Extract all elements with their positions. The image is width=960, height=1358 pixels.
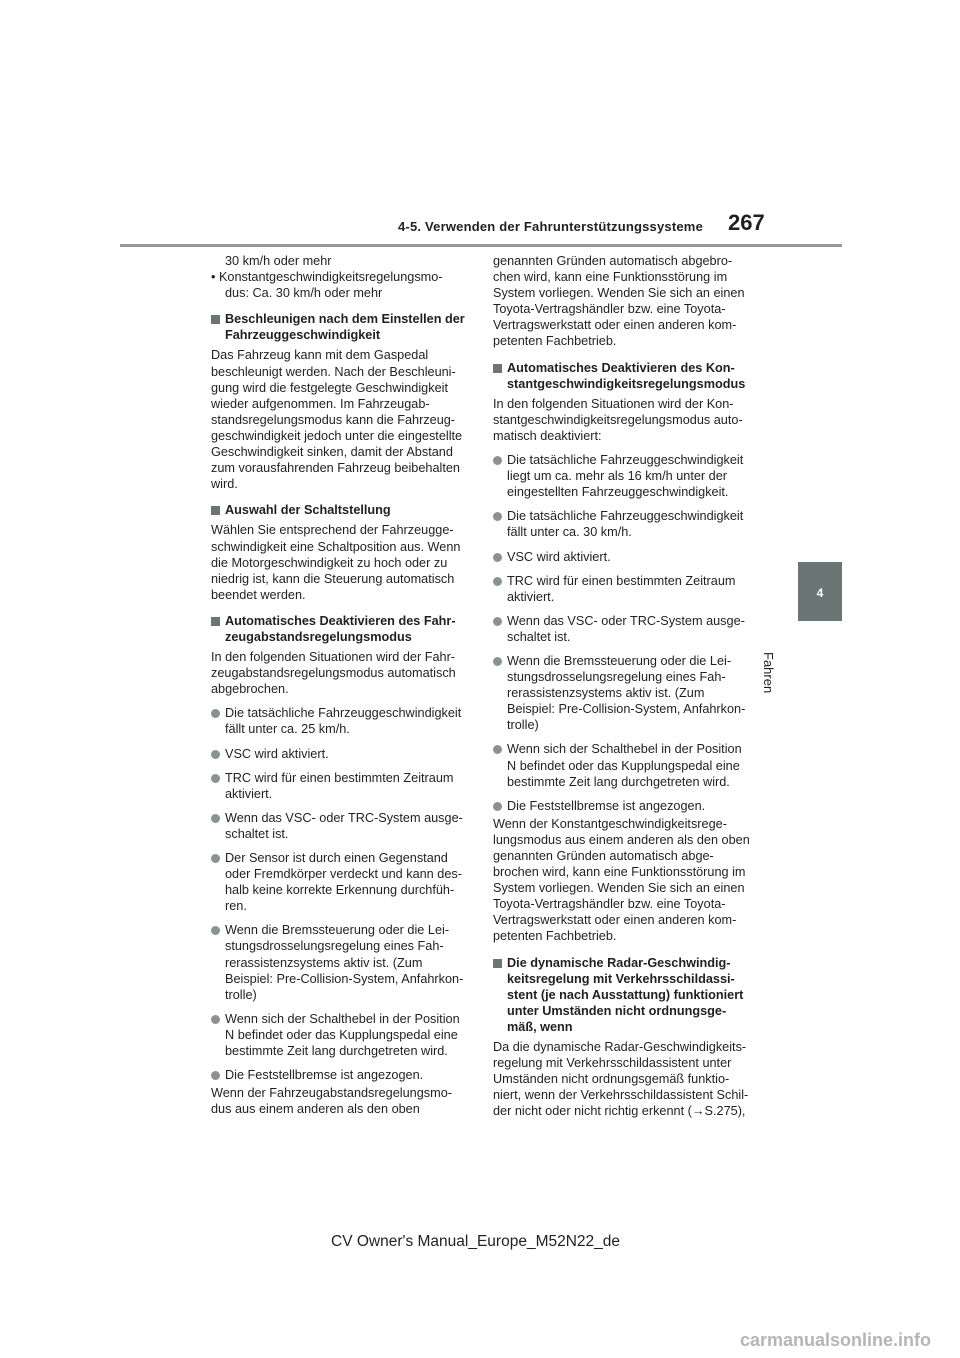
bullet-item: Wenn sich der Schalthebel in der Position N befindet oder das Kupplungspedal eine bestimmte Zeit lang durchgetreten wird. bbox=[211, 1011, 469, 1059]
bullet-item: Wenn die Bremssteuerung oder die Lei-stungsdrosselungsregelung eines Fah-rerassistenzsystems aktiv ist. (Zum Beispiel: Pre-Collision-System, Anfahrkon-trolle) bbox=[493, 653, 751, 733]
paragraph: Da die dynamische Radar-Geschwindigkeits-regelung mit Verkehrsschildassistent unter Umständen nicht ordnungsgemäß funktio-niert, wenn der Verkehrsschildassistent Schil-der nicht oder nicht richtig erkennt (→S.275), bbox=[493, 1040, 749, 1119]
bullet-item: Die tatsächliche Fahrzeuggeschwindigkeit fällt unter ca. 30 km/h. bbox=[493, 508, 751, 540]
paragraph: Wenn der Fahrzeugabstandsregelungsmo-dus aus einem anderen als den oben bbox=[211, 1086, 452, 1117]
section-heading: Automatisches Deaktivieren des Kon-stantgeschwindigkeitsregelungsmodus bbox=[493, 360, 751, 392]
bullet-item: Der Sensor ist durch einen Gegenstand oder Fremdkörper verdeckt und kann des-halb keine korrekte Erkennung durchfüh-ren. bbox=[211, 850, 469, 914]
paragraph: genannten Gründen automatisch abgebro-chen wird, kann eine Funktionsstörung im System vorliegen. Wenden Sie sich an einen Toyota-Vertragshändler bzw. eine Toyota-Vertragswerkstatt oder einen anderen kom-petenten Fachbetrieb. bbox=[493, 254, 745, 349]
bullet-item: Wenn die Bremssteuerung oder die Lei-stungsdrosselungsregelung eines Fah-rerassistenzsystems aktiv ist. (Zum Beispiel: Pre-Collision-System, Anfahrkon-trolle) bbox=[211, 922, 469, 1002]
right-column bbox=[493, 253, 751, 1128]
bullet-item: VSC wird aktiviert. bbox=[211, 746, 469, 762]
chapter-label: Fahren bbox=[761, 652, 776, 694]
header-divider bbox=[120, 244, 842, 247]
bullet-item: TRC wird für einen bestimmten Zeitraum aktiviert. bbox=[211, 770, 469, 802]
bullet-item: VSC wird aktiviert. bbox=[493, 549, 751, 565]
bullet-item: Wenn das VSC- oder TRC-System ausge-schaltet ist. bbox=[211, 810, 469, 842]
continued-text: 30 km/h oder mehr bbox=[225, 254, 332, 268]
sub-item: • Konstantgeschwindigkeitsregelungsmo- bbox=[211, 270, 443, 285]
sub-item-cont: dus: Ca. 30 km/h oder mehr bbox=[225, 286, 383, 301]
bullet-item: Die Feststellbremse ist angezogen. bbox=[493, 798, 751, 814]
paragraph: In den folgenden Situationen wird der Fahr-zeugabstandsregelungsmodus automatisch abgebrochen. bbox=[211, 650, 456, 697]
page-number: 267 bbox=[728, 210, 765, 235]
paragraph: Wählen Sie entsprechend der Fahrzeugge-schwindigkeit eine Schaltposition aus. Wenn die Motorgeschwindigkeit zu hoch oder zu niedrig ist, kann die Steuerung automatisch beendet werden. bbox=[211, 523, 461, 602]
paragraph: Das Fahrzeug kann mit dem Gaspedal beschleunigt werden. Nach der Beschleuni-gung wird die festgelegte Geschwindigkeit wieder aufgenommen. Im Fahrzeugab-standsregelungsmodus kann die Fahrzeug-geschwindigkeit jedoch unter die eingestellte Geschwindigkeit sinken, damit der Abstand zum vorausfahrenden Fahrzeug beibehalten wird. bbox=[211, 348, 463, 492]
paragraph: Wenn der Konstantgeschwindigkeitsrege-lungsmodus aus einem anderen als den oben genannten Gründen automatisch abge-brochen wird, kann eine Funktionsstörung im System vorliegen. Wenden Sie sich an einen Toyota-Vertragshändler bzw. eine Toyota-Vertragswerkstatt oder einen anderen kom-petenten Fachbetrieb. bbox=[493, 816, 750, 944]
section-heading: Die dynamische Radar-Geschwindig-keitsregelung mit Verkehrsschildassi-stent (je nach Ausstattung) funktioniert unter Umständen nicht ordnungsge-mäß, wenn bbox=[493, 955, 751, 1035]
bullet-item: Die tatsächliche Fahrzeuggeschwindigkeit fällt unter ca. 25 km/h. bbox=[211, 705, 469, 737]
watermark: carmanualsonline.info bbox=[740, 1330, 932, 1350]
bullet-item: Die Feststellbremse ist angezogen. bbox=[211, 1067, 469, 1083]
chapter-tab: 4 bbox=[798, 562, 842, 621]
section-heading: Automatisches Deaktivieren des Fahr-zeugabstandsregelungsmodus bbox=[211, 613, 469, 645]
bullet-item: Die tatsächliche Fahrzeuggeschwindigkeit liegt um ca. mehr als 16 km/h unter der eingestellten Fahrzeuggeschwindigkeit. bbox=[493, 452, 751, 500]
bullet-item: Wenn das VSC- oder TRC-System ausge-schaltet ist. bbox=[493, 613, 751, 645]
left-column bbox=[211, 253, 469, 1117]
bullet-item: TRC wird für einen bestimmten Zeitraum aktiviert. bbox=[493, 573, 751, 605]
section-heading: Auswahl der Schaltstellung bbox=[211, 502, 469, 518]
paragraph: In den folgenden Situationen wird der Kon-stantgeschwindigkeitsregelungsmodus auto-matisch deaktiviert: bbox=[493, 396, 743, 443]
bullet-item: Wenn sich der Schalthebel in der Position N befindet oder das Kupplungspedal eine bestimmte Zeit lang durchgetreten wird. bbox=[493, 741, 751, 789]
section-heading: Beschleunigen nach dem Einstellen der Fahrzeuggeschwindigkeit bbox=[211, 311, 469, 343]
section-title: 4-5. Verwenden der Fahrunterstützungssysteme bbox=[398, 219, 703, 234]
footer-manual-id: CV Owner's Manual_Europe_M52N22_de bbox=[331, 1233, 621, 1250]
